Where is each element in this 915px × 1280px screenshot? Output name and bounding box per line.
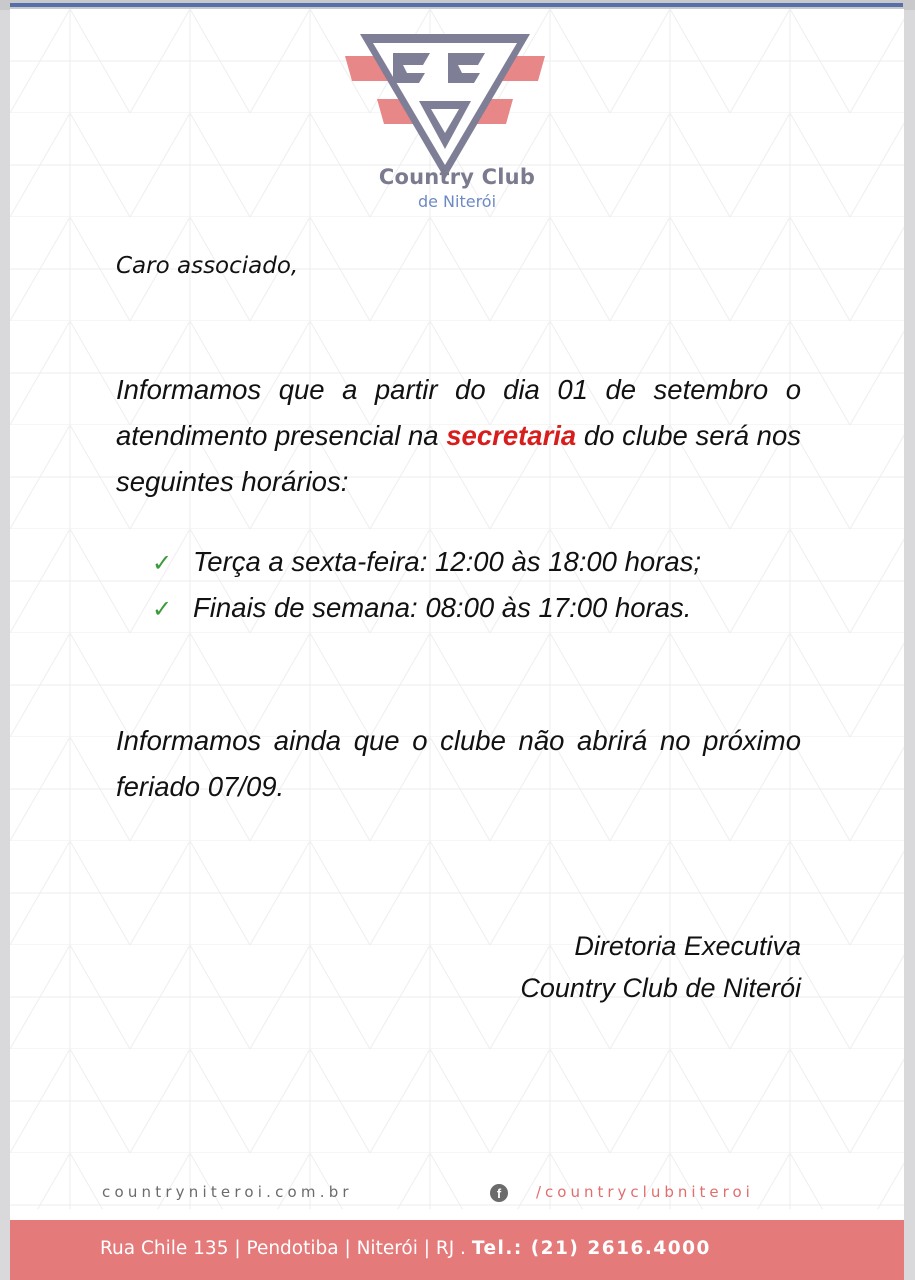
checkmark-icon: ✓ [152, 596, 173, 623]
closing-paragraph: Informamos ainda que o clube não abrirá no próximo feriado 07/09. [116, 725, 801, 802]
intro-text-before: Informamos que a partir do dia 01 de setembro o atendimento presencial na [116, 374, 801, 451]
list-item [152, 539, 701, 585]
checkmark-icon: ✓ [152, 550, 173, 577]
greeting: Caro associado, [116, 253, 299, 279]
logo-name: Country Club [378, 165, 536, 189]
social-link[interactable]: /countryclubniteroi [536, 1183, 754, 1201]
top-accent-line [10, 3, 903, 7]
facebook-icon[interactable]: f [490, 1184, 508, 1202]
hours-list [152, 539, 701, 631]
footer-phone: Tel.: (21) 2616.4000 [471, 1238, 711, 1259]
secretaria-highlight: secretaria [446, 420, 577, 451]
hours-weekend: Finais de semana: 08:00 às 17:00 horas. [193, 592, 692, 623]
footer-contact [100, 1238, 711, 1259]
logo-subname: de Niterói [417, 192, 497, 211]
letter-page [10, 9, 904, 1280]
footer-address: Rua Chile 135 | Pendotiba | Niterói | RJ . [100, 1238, 472, 1259]
intro-text-after: do clube será nos seguintes horários: [116, 420, 801, 497]
footer-bar [10, 1220, 904, 1280]
signature-line-1: Diretoria Executiva [574, 931, 801, 961]
intro-paragraph [116, 367, 801, 505]
website-link[interactable]: countryniteroi.com.br [102, 1183, 353, 1201]
list-item [152, 585, 701, 631]
hours-weekdays: Terça a sexta-feira: 12:00 às 18:00 horas; [193, 546, 702, 577]
country-club-logo [345, 31, 545, 181]
signature-line-2: Country Club de Niterói [520, 973, 801, 1003]
signature [520, 925, 801, 1009]
